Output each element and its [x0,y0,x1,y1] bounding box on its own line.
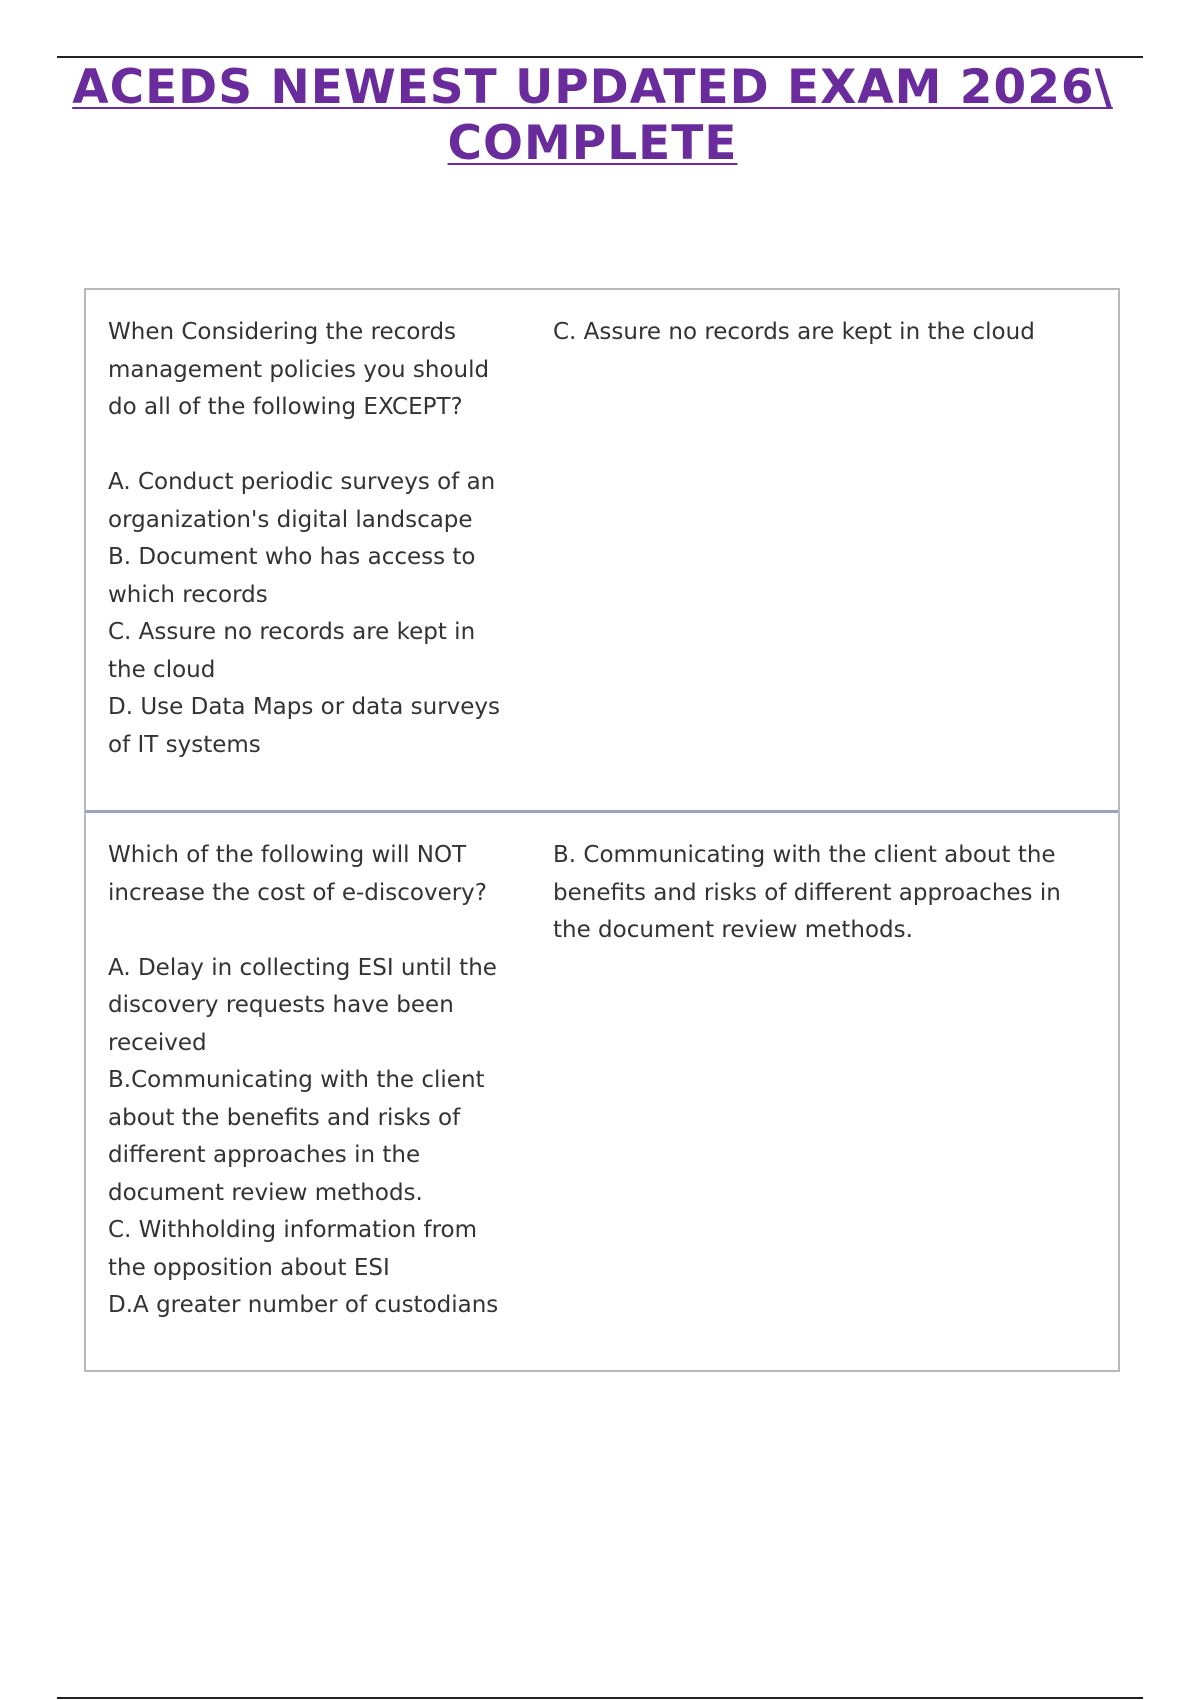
qa-table [84,288,1120,1372]
document-title [60,60,1125,172]
question-text: Which of the following will NOT increase the cost of e-discovery? [108,842,487,906]
option-c: C. Withholding information from the opposition about ESI [108,1217,477,1281]
spacer [108,912,508,950]
option-b: B. Document who has access to which records [108,544,476,608]
title-line-2: COMPLETE [447,116,738,171]
qa-row [86,810,1118,1370]
option-c: C. Assure no records are kept in the cloud [108,619,476,683]
question-text: When Considering the records management policies you should do all of the following EXCEPT? [108,319,490,420]
option-a: A. Conduct periodic surveys of an organization's digital landscape [108,469,496,533]
answer-cell: B. Communicating with the client about the benefits and risks of different approaches in the document review methods. [553,842,1061,943]
qa-row [86,290,1118,810]
bottom-rule [57,1697,1143,1699]
spacer [108,427,508,465]
answer-cell: C. Assure no records are kept in the cloud [553,319,1035,345]
title-line-1: ACEDS NEWEST UPDATED EXAM 2026\ [72,60,1113,115]
option-d: D.A greater number of custodians [108,1292,499,1318]
question-cell [108,837,508,1325]
option-d: D. Use Data Maps or data surveys of IT systems [108,694,500,758]
top-rule [57,56,1143,58]
option-a: A. Delay in collecting ESI until the discovery requests have been received [108,954,497,1056]
question-cell [108,314,508,764]
option-b: B.Communicating with the client about the benefits and risks of different approaches in the document review methods. [108,1067,485,1206]
